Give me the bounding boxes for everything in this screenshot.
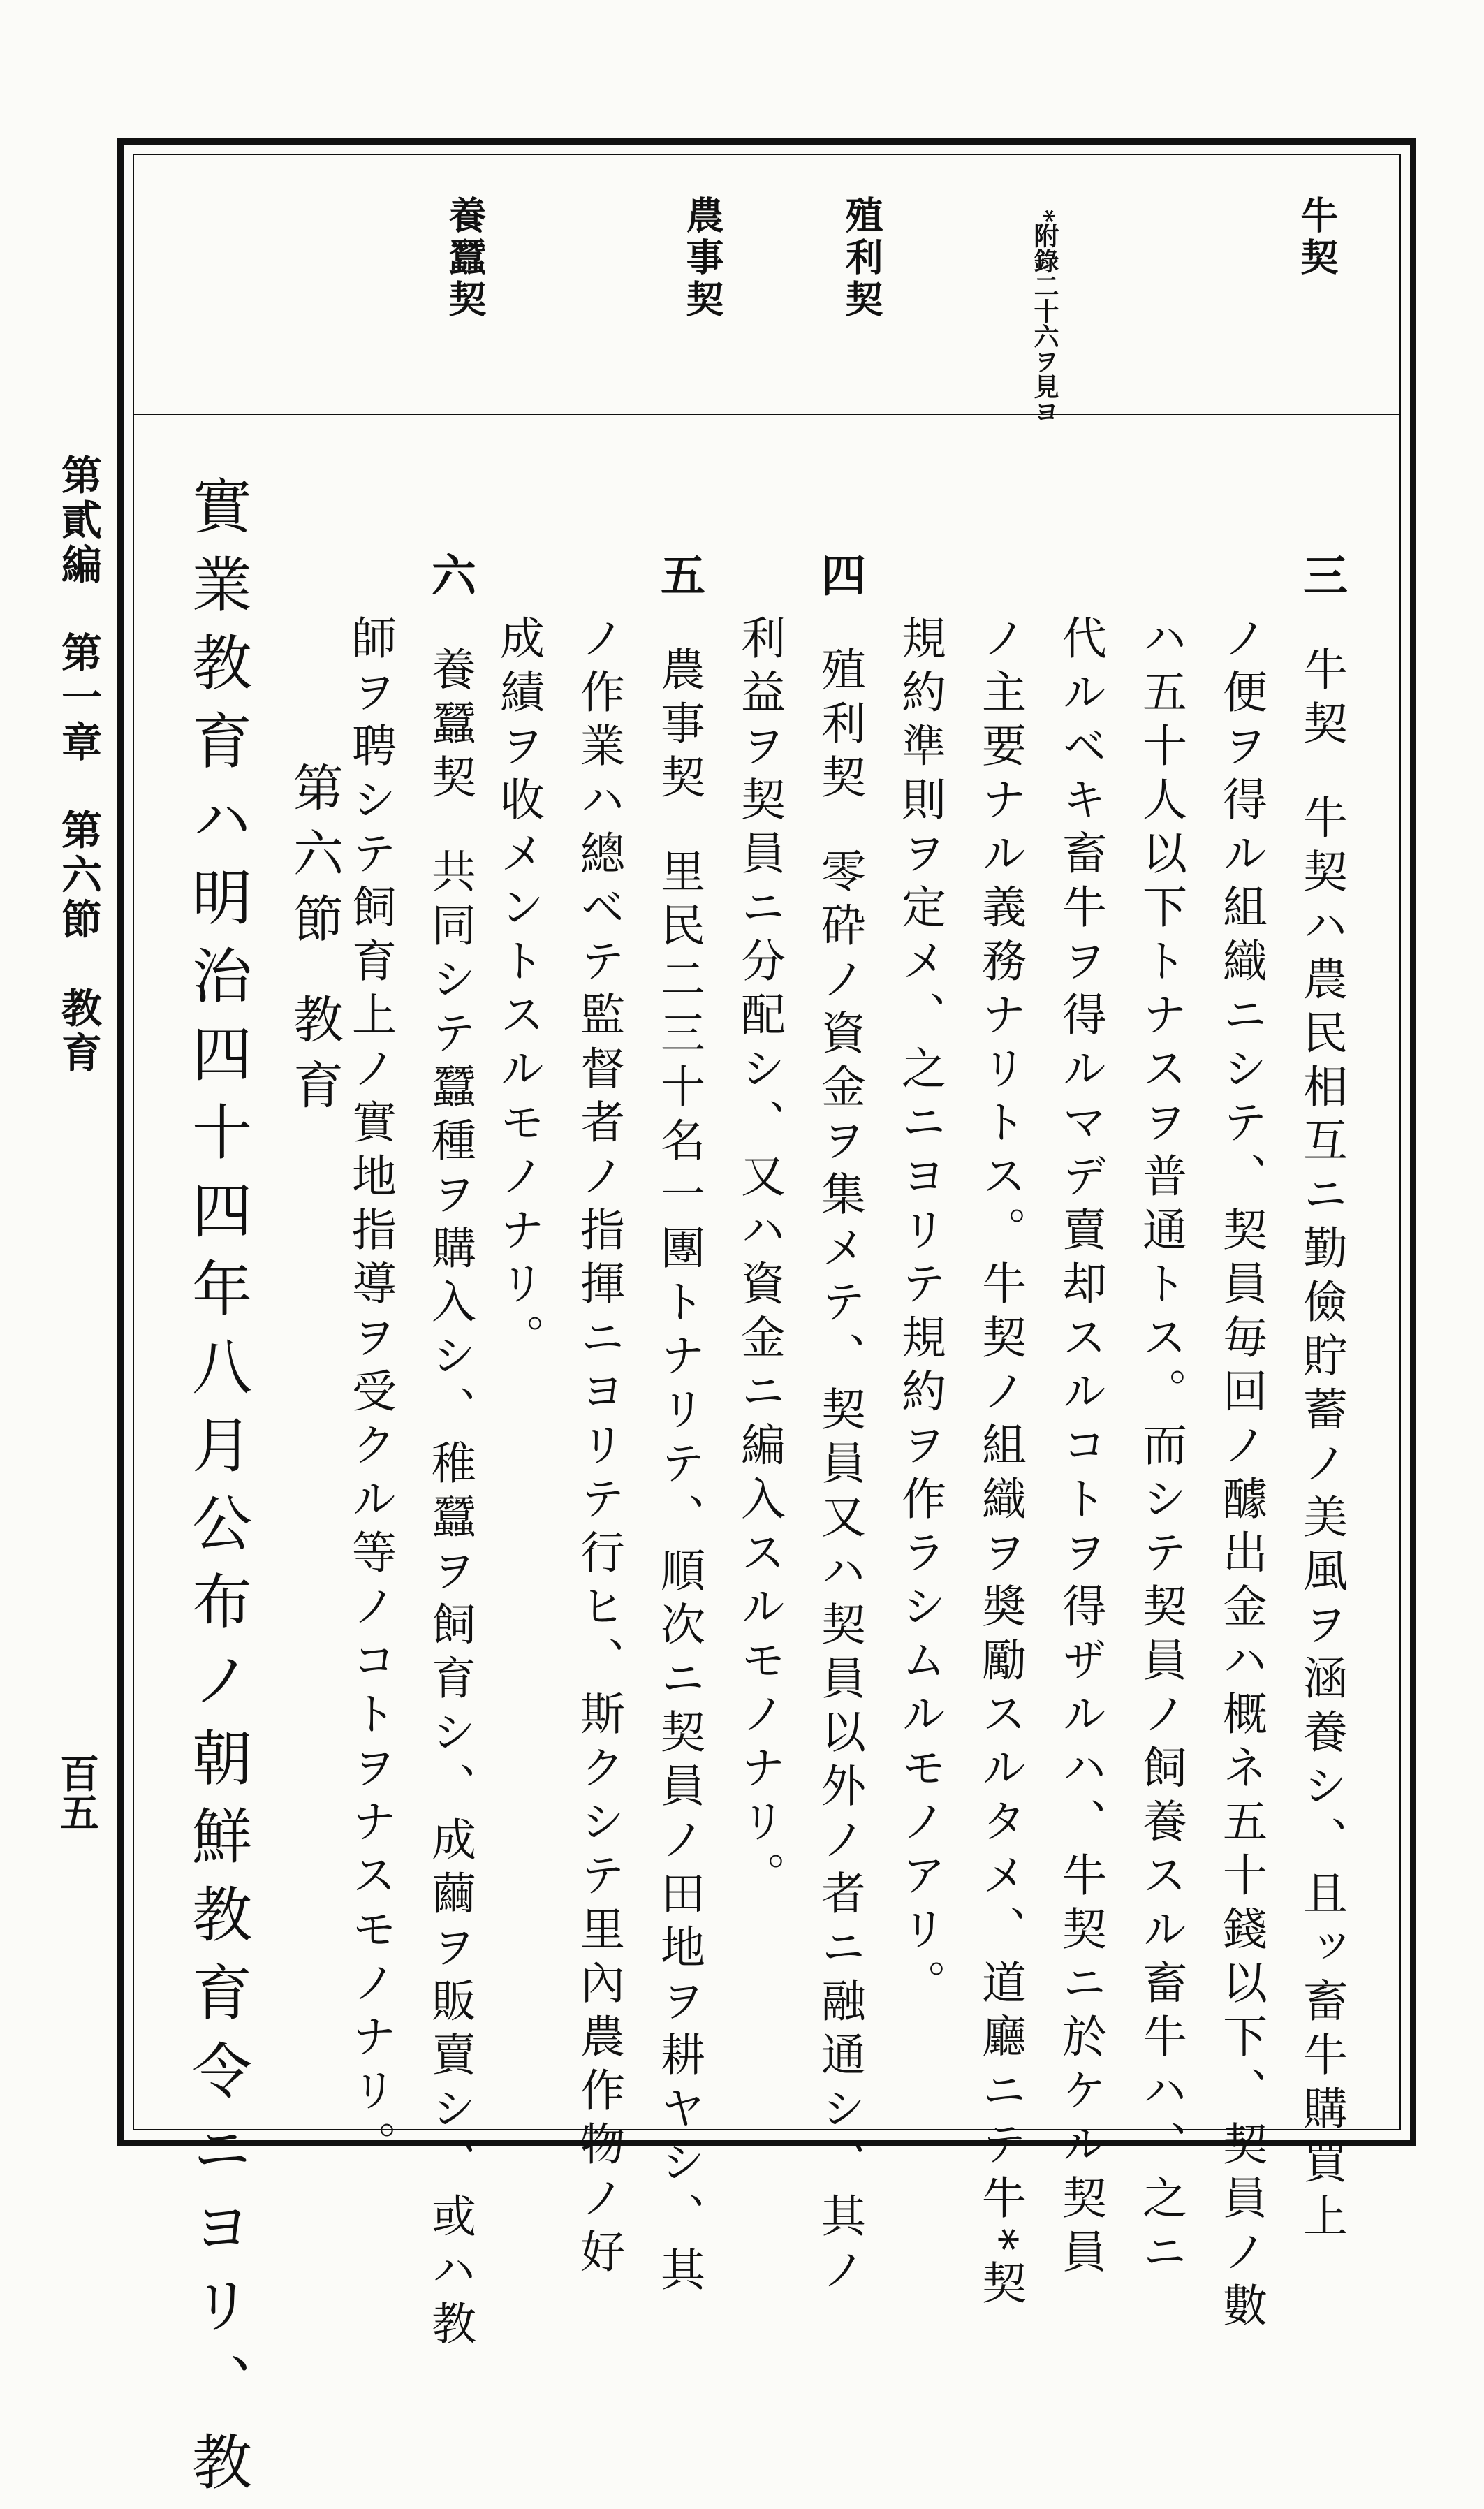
headnote-yosankei: 養蠶契: [443, 196, 487, 321]
paragraph-6-keyword: 養蠶契: [424, 646, 476, 807]
running-head-topic: 教育: [54, 986, 102, 1076]
headnote-appendix-ref: *附錄二十六ヲ見ヨ: [1030, 210, 1059, 424]
paragraph-5-line-3: 成績ヲ收メントスルモノナリ。: [492, 615, 544, 1368]
section-heading: [278, 761, 351, 1160]
paragraph-3-line-1: [1295, 552, 1348, 2246]
section-number: 第六節: [285, 761, 344, 958]
running-head-chapter: 第一章: [54, 631, 102, 766]
paragraph-5-line-1: [653, 552, 705, 2300]
page-number: 百五: [54, 1753, 100, 1831]
paragraph-6-line-1: [424, 552, 476, 2354]
paragraph-5-line-2: ノ作業ハ總ベテ監督者ノ指揮ニヨリテ行ヒ、斯クシテ里內農作物ノ好: [573, 615, 624, 2282]
paragraph-3-line-3: ハ五十人以下トナスヲ普通トス。而シテ契員ノ飼養スル畜牛ハ、之ニ: [1135, 615, 1187, 2282]
headnote-nojikei: 農事契: [680, 196, 725, 321]
education-intro-line: 實業教育ハ明治四十四年八月公布ノ朝鮮教育令ニヨリ、教: [182, 475, 251, 2509]
paragraph-3-text-1: 牛契ハ農民相互ニ勤儉貯蓄ノ美風ヲ涵養シ、且ッ畜牛購買上: [1295, 794, 1347, 2246]
paragraph-3-keyword: 牛契: [1295, 646, 1347, 754]
paragraph-3-line-4: 代ルベキ畜牛ヲ得ルマデ賣却スルコトヲ得ザルハ、牛契ニ於ケル契員: [1055, 615, 1106, 2282]
section-title: 教育: [285, 993, 344, 1125]
running-head-part: 第貳編: [54, 454, 102, 588]
paragraph-5-number: 五: [653, 552, 705, 606]
paragraph-4-line-1: [814, 552, 866, 2300]
headnote-divider: [133, 414, 1401, 415]
headnote-ushigye: 牛契: [1295, 196, 1339, 279]
paragraph-4-line-2: 利益ヲ契員ニ分配シ、又ハ資金ニ編入スルモノナリ。: [733, 615, 785, 1905]
paragraph-6-line-2: 師ヲ聘シテ飼育上ノ實地指導ヲ受クル等ノコトヲナスモノナリ。: [344, 615, 396, 2174]
running-head-section: 第六節: [54, 809, 102, 944]
paragraph-6-number: 六: [424, 552, 476, 606]
paragraph-3-line-5: ノ主要ナル義務ナリトス。牛契ノ組織ヲ奬勵スルタメ、道廳ニテ牛*契: [974, 615, 1026, 2313]
paragraph-3-line-6: 規約準則ヲ定メ、之ニヨリテ規約ヲ作ラシムルモノアリ。: [894, 615, 946, 2013]
paragraph-5-keyword: 農事契: [653, 646, 705, 807]
paragraph-4-keyword: 殖利契: [814, 646, 865, 807]
paragraph-5-text-1: 里民二三十名一團トナリテ、順次ニ契員ノ田地ヲ耕ヤシ、其: [653, 848, 705, 2300]
paragraph-6-text-1: 共同シテ蠶種ヲ購入シ、稚蠶ヲ飼育シ、成繭ヲ販賣シ、或ハ教: [424, 848, 476, 2354]
paragraph-4-text-1: 零砕ノ資金ヲ集メテ、契員又ハ契員以外ノ者ニ融通シ、其ノ: [814, 848, 865, 2300]
paragraph-4-number: 四: [814, 552, 866, 606]
paragraph-3-number: 三: [1295, 552, 1348, 606]
paragraph-3-line-2: ノ便ヲ得ル組織ニシテ、契員毎回ノ醵出金ハ概ネ五十錢以下、契員ノ數: [1215, 615, 1267, 2336]
running-head: [49, 454, 108, 1102]
headnote-shokurikei: 殖利契: [839, 196, 884, 321]
